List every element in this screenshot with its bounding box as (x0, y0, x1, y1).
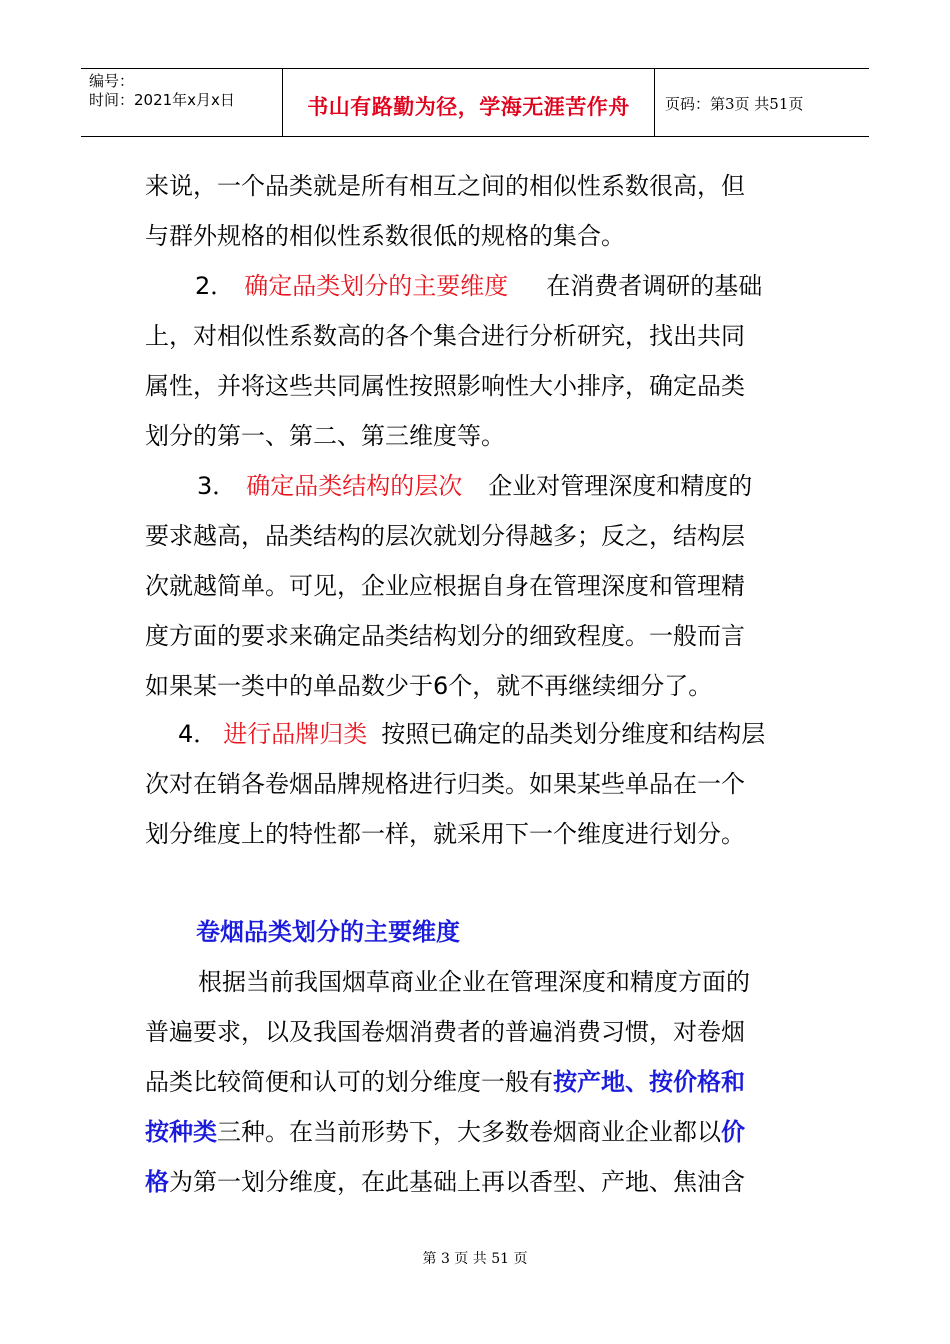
step-title: 确定品类结构的层次 (246, 472, 463, 500)
paragraph-line: 次对在销各卷烟品牌规格进行归类。如果某些单品在一个 (145, 770, 745, 798)
header-table (81, 68, 869, 137)
paragraph-line: 与群外规格的相似性系数很低的规格的集合。 (145, 222, 625, 250)
step-text: 在消费者调研的基础 (546, 272, 763, 300)
paragraph-line: 如果某一类中的单品数少于6个，就不再继续细分了。 (145, 672, 713, 700)
highlight-text: 按种类 (145, 1118, 217, 1146)
paragraph-line: 次就越简单。可见，企业应根据自身在管理深度和管理精 (145, 572, 745, 600)
date-label: 时间：2021年x月x日 (89, 91, 235, 109)
section-heading: 卷烟品类划分的主要维度 (196, 918, 460, 946)
paragraph-line: 划分的第一、第二、第三维度等。 (145, 422, 505, 450)
paragraph-line (145, 1168, 745, 1196)
header-page-info: 页码：第3页 共51页 (665, 95, 804, 113)
header-divider (654, 69, 655, 136)
paragraph-line: 来说，一个品类就是所有相互之间的相似性系数很高，但 (145, 172, 745, 200)
paragraph-line: 度方面的要求来确定品类结构划分的细致程度。一般而言 (145, 622, 745, 650)
step-text: 企业对管理深度和精度的 (488, 472, 753, 500)
step-number: 3． (197, 472, 237, 500)
step-text: 按照已确定的品类划分维度和结构层 (381, 720, 766, 748)
paragraph-line: 划分维度上的特性都一样，就采用下一个维度进行划分。 (145, 820, 745, 848)
paragraph-line: 要求越高，品类结构的层次就划分得越多；反之，结构层 (145, 522, 745, 550)
step-4-line (178, 720, 765, 748)
paragraph-line: 根据当前我国烟草商业企业在管理深度和精度方面的 (198, 968, 750, 996)
step-title: 确定品类划分的主要维度 (244, 272, 509, 300)
paragraph-line (145, 1068, 745, 1096)
step-number: 2． (195, 272, 235, 300)
highlight-text: 价 (721, 1118, 745, 1146)
page-footer: 第 3 页 共 51 页 (422, 1251, 528, 1267)
motto: 书山有路勤为径，学海无涯苦作舟 (307, 94, 630, 119)
step-number: 4． (178, 720, 218, 748)
highlight-text: 按产地、按价格和 (553, 1068, 745, 1096)
serial-label: 编号： (89, 72, 135, 90)
line-text: 三种。在当前形势下，大多数卷烟商业企业都以 (217, 1118, 721, 1146)
paragraph-line (145, 1118, 745, 1146)
paragraph-line: 上，对相似性系数高的各个集合进行分析研究，找出共同 (145, 322, 745, 350)
step-title: 进行品牌归类 (223, 720, 368, 748)
paragraph-line: 属性，并将这些共同属性按照影响性大小排序，确定品类 (145, 372, 745, 400)
line-text: 品类比较简便和认可的划分维度一般有 (145, 1068, 553, 1096)
step-3-line (197, 472, 752, 500)
step-2-line (195, 272, 762, 300)
highlight-text: 格 (145, 1168, 169, 1196)
line-text: 为第一划分维度，在此基础上再以香型、产地、焦油含 (169, 1168, 745, 1196)
paragraph-line: 普遍要求，以及我国卷烟消费者的普遍消费习惯，对卷烟 (145, 1018, 745, 1046)
